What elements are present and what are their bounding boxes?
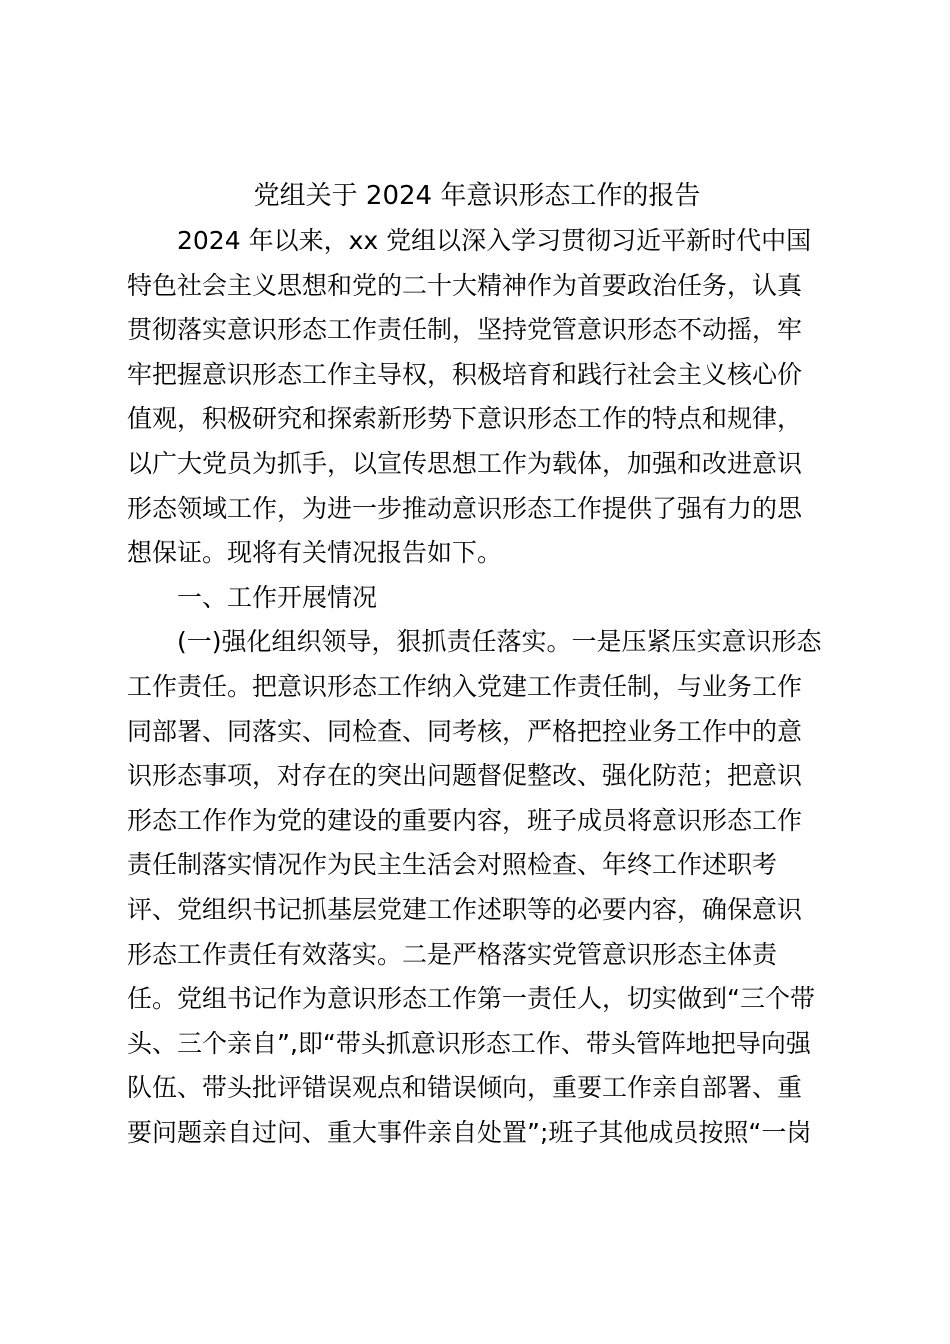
paragraph-section-1 [127, 620, 827, 1155]
paragraph-intro [127, 219, 827, 576]
text-line: 值观，积极研究和探索新形势下意识形态工作的特点和规律， [127, 404, 803, 434]
text-line: 想保证。现将有关情况报告如下。 [127, 538, 503, 568]
text-line: 贯彻落实意识形态工作责任制，坚持党管意识形态不动摇，牢 [127, 315, 803, 345]
text-line: 2024 年以来，xx 党组以深入学习贯彻习近平新时代中国 [177, 226, 812, 255]
text-line: 识形态事项，对存在的突出问题督促整改、强化防范；把意识 [127, 761, 803, 791]
document-title: 党组关于 2024 年意识形态工作的报告 [253, 181, 701, 211]
section-heading-text: 一、工作开展情况 [177, 582, 378, 612]
text-line: 形态工作责任有效落实。二是严格落实党管意识形态主体责 [127, 939, 778, 969]
text-line: 队伍、带头批评错误观点和错误倾向，重要工作亲自部署、重 [127, 1073, 803, 1103]
text-line: 责任制落实情况作为民主生活会对照检查、年终工作述职考 [127, 850, 778, 880]
document-page [127, 173, 827, 1155]
text-line: 形态领域工作，为进一步推动意识形态工作提供了强有力的思 [127, 493, 803, 523]
text-line: 形态工作作为党的建设的重要内容，班子成员将意识形态工作 [127, 805, 803, 835]
text-line: 特色社会主义思想和党的二十大精神作为首要政治任务，认真 [127, 270, 803, 300]
text-line: 同部署、同落实、同检查、同考核，严格把控业务工作中的意 [127, 716, 803, 746]
text-line: 工作责任。把意识形态工作纳入党建工作责任制，与业务工作 [127, 671, 803, 701]
text-line: 要问题亲自过问、重大事件亲自处置”;班子其他成员按照“一岗 [127, 1117, 812, 1147]
text-line: (一)强化组织领导，狠抓责任落实。一是压紧压实意识形态 [177, 627, 822, 657]
text-line: 头、三个亲自”,即“带头抓意识形态工作、带头管阵地把导向强 [127, 1028, 811, 1058]
text-line: 以广大党员为抓手，以宣传思想工作为载体，加强和改进意识 [127, 448, 803, 478]
text-line: 评、党组织书记抓基层党建工作述职等的必要内容，确保意识 [127, 894, 803, 924]
text-line: 牢把握意识形态工作主导权，积极培育和践行社会主义核心价 [127, 359, 803, 389]
section-heading [127, 576, 827, 621]
text-line: 任。党组书记作为意识形态工作第一责任人，切实做到“三个带 [127, 984, 815, 1014]
